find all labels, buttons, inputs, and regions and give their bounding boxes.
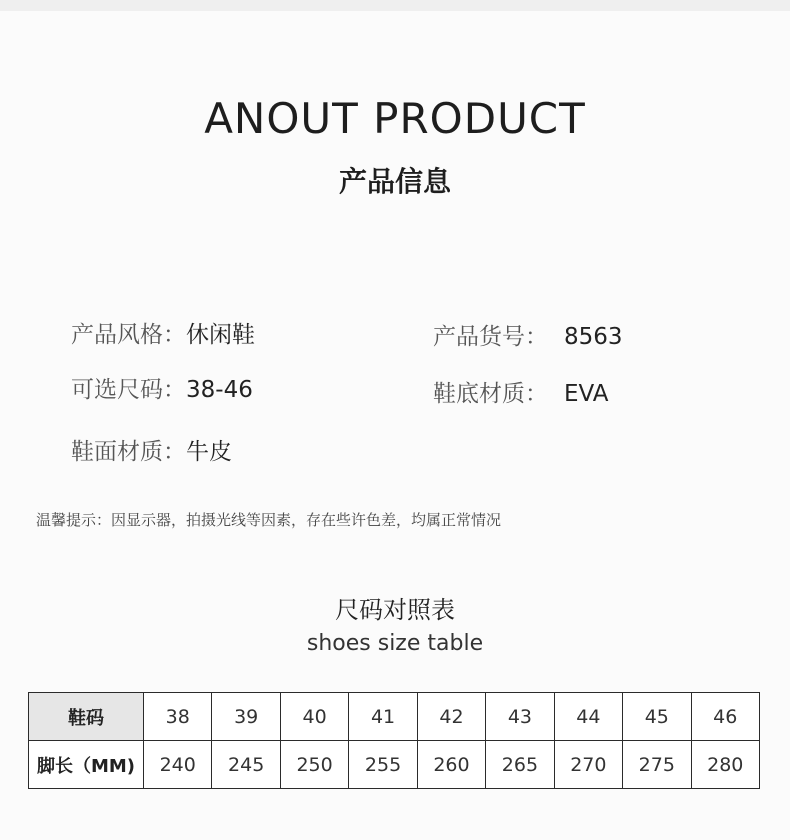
size-cell: 44 xyxy=(554,693,622,741)
spec-sole-value: EVA xyxy=(564,381,609,407)
size-cell: 45 xyxy=(623,693,691,741)
size-cell: 46 xyxy=(691,693,760,741)
spec-style-label: 产品风格： xyxy=(71,322,186,348)
page-title-cn: 产品信息 xyxy=(338,165,451,198)
page-title-en: ANOUT PRODUCT xyxy=(204,94,586,143)
size-cell: 41 xyxy=(349,693,417,741)
size-cell: 40 xyxy=(280,693,348,741)
size-table-title-cn: 尺码对照表 xyxy=(335,596,455,624)
color-difference-notice: 温馨提示：因显示器，拍摄光线等因素，存在些许色差，均属正常情况 xyxy=(36,511,502,529)
foot-length-cell: 250 xyxy=(280,741,348,789)
spec-item-no-value: 8563 xyxy=(564,324,623,350)
spec-upper-label: 鞋面材质： xyxy=(71,439,186,465)
spec-upper-value: 牛皮 xyxy=(186,439,232,465)
spec-sole-label: 鞋底材质： xyxy=(433,381,548,407)
foot-length-cell: 265 xyxy=(486,741,554,789)
size-row xyxy=(29,693,760,741)
spec-item-no xyxy=(433,326,623,349)
foot-length-cell: 245 xyxy=(212,741,280,789)
size-cell: 43 xyxy=(486,693,554,741)
size-cell: 42 xyxy=(417,693,485,741)
foot-length-cell: 280 xyxy=(691,741,760,789)
spec-sizes-value: 38-46 xyxy=(186,377,253,403)
spec-sole xyxy=(433,383,609,406)
spec-style-value: 休闲鞋 xyxy=(186,322,255,348)
foot-length-row xyxy=(29,741,760,789)
foot-length-cell: 270 xyxy=(554,741,622,789)
foot-length-cell: 260 xyxy=(417,741,485,789)
spec-style xyxy=(71,324,255,347)
size-table xyxy=(28,692,760,789)
foot-length-cell: 240 xyxy=(144,741,212,789)
foot-length-row-header: 脚长（MM) xyxy=(29,741,144,789)
spec-sizes xyxy=(71,379,253,402)
size-row-header: 鞋码 xyxy=(29,693,144,741)
foot-length-cell: 255 xyxy=(349,741,417,789)
spec-upper xyxy=(71,441,232,464)
foot-length-cell: 275 xyxy=(623,741,691,789)
spec-item-no-label: 产品货号： xyxy=(433,324,548,350)
size-cell: 38 xyxy=(144,693,212,741)
size-cell: 39 xyxy=(212,693,280,741)
size-table-title-en: shoes size table xyxy=(306,631,484,656)
top-divider-strip xyxy=(0,0,790,11)
spec-sizes-label: 可选尺码： xyxy=(71,377,186,403)
